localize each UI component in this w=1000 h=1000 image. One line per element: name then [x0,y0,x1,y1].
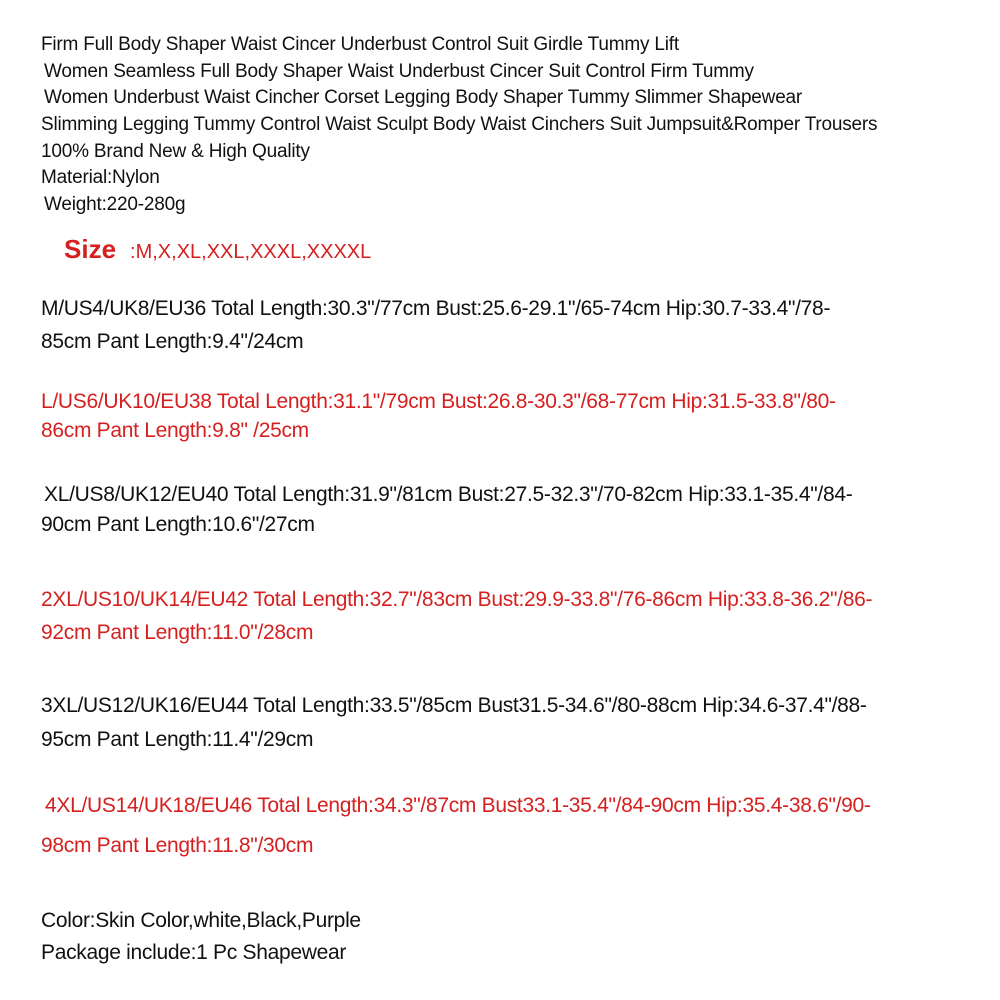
title-line-1: Firm Full Body Shaper Waist Cincer Underbust Control Suit Girdle Tummy Lift [41,34,679,55]
package-line: Package include:1 Pc Shapewear [41,941,347,964]
quality-line: 100% Brand New & High Quality [41,141,310,162]
spec-4xl-line-2: 98cm Pant Length:11.8"/30cm [41,834,314,857]
size-title: Size [64,234,117,264]
size-row [64,236,371,262]
spec-m-line-2: 85cm Pant Length:9.4"/24cm [41,330,304,353]
size-list: :M,X,XL,XXL,XXXL,XXXXL [130,241,372,263]
title-line-3: Women Underbust Waist Cincher Corset Legging Body Shaper Tummy Slimmer Shapewear [44,87,803,108]
weight-line: Weight:220-280g [44,194,186,215]
spec-m-line-1: M/US4/UK8/EU36 Total Length:30.3"/77cm Bust:25.6-29.1"/65-74cm Hip:30.7-33.4"/78- [41,297,831,320]
color-line: Color:Skin Color,white,Black,Purple [41,909,361,932]
spec-l-line-2: 86cm Pant Length:9.8" /25cm [41,419,309,442]
title-line-4: Slimming Legging Tummy Control Waist Sculpt Body Waist Cinchers Suit Jumpsuit&Romper Trousers [41,114,878,135]
spec-2xl-line-1: 2XL/US10/UK14/EU42 Total Length:32.7"/83cm Bust:29.9-33.8"/76-86cm Hip:33.8-36.2"/86- [41,588,873,611]
spec-xl-line-2: 90cm Pant Length:10.6"/27cm [41,513,315,536]
material-line: Material:Nylon [41,167,160,188]
spec-3xl-line-2: 95cm Pant Length:11.4"/29cm [41,728,314,751]
spec-2xl-line-2: 92cm Pant Length:11.0"/28cm [41,621,314,644]
spec-4xl-line-1: 4XL/US14/UK18/EU46 Total Length:34.3"/87cm Bust33.1-35.4"/84-90cm Hip:35.4-38.6"/90- [45,794,871,817]
title-line-2: Women Seamless Full Body Shaper Waist Underbust Cincer Suit Control Firm Tummy [44,61,754,82]
spec-3xl-line-1: 3XL/US12/UK16/EU44 Total Length:33.5"/85cm Bust31.5-34.6"/80-88cm Hip:34.6-37.4"/88- [41,694,867,717]
spec-xl-line-1: XL/US8/UK12/EU40 Total Length:31.9"/81cm Bust:27.5-32.3"/70-82cm Hip:33.1-35.4"/84- [44,483,853,506]
spec-l-line-1: L/US6/UK10/EU38 Total Length:31.1"/79cm Bust:26.8-30.3"/68-77cm Hip:31.5-33.8"/80- [41,390,836,413]
